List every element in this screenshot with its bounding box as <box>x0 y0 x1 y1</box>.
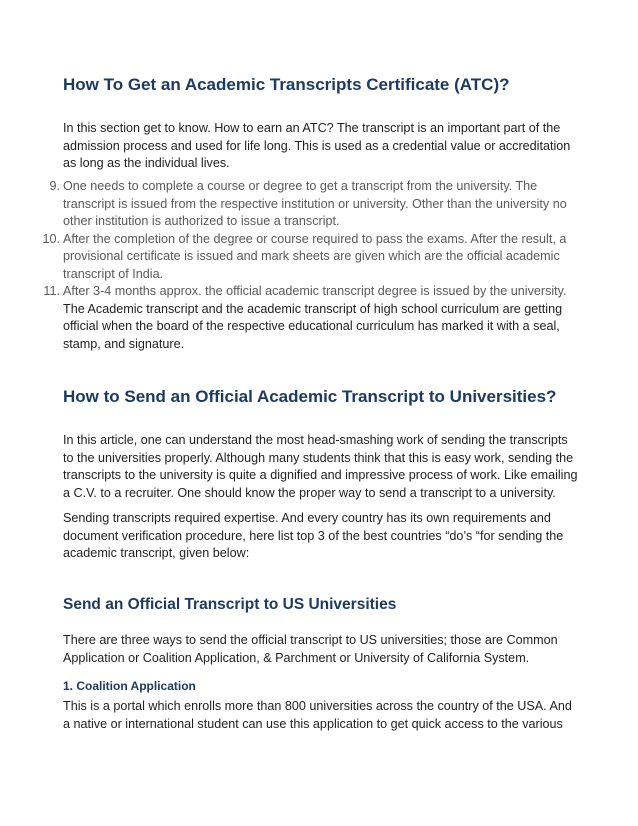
section-heading-us-universities: Send an Official Transcript to US Universities <box>63 596 397 613</box>
paragraph-send-intro: In this article, one can understand the most head-smashing work of sending the transcripts to the universities properly. Although many students think that this is easy work, sending the transcripts to the university is quite a dignified and impressive process of work. Like emailing a C.V. to a recruiter. One should know the proper way to send a transcript to a university. <box>63 433 578 501</box>
subheading-coalition-application: 1. Coalition Application <box>63 679 196 693</box>
list-item-text: After 3-4 months approx. the official academic transcript degree is issued by the university. <box>63 284 567 298</box>
list-item <box>0 283 580 353</box>
list-item-number: 10. <box>42 231 60 246</box>
paragraph-atc-intro: In this section get to know. How to earn an ATC? The transcript is an important part of the admission process and used for life long. This is used as a credential value or accreditation as long as the individual lives. <box>63 121 571 171</box>
list-item-continuation: The Academic transcript and the academic transcript of high school curriculum are getting official when the board of the respective educational curriculum has marked it with a seal, stamp, and signature. <box>63 301 563 351</box>
paragraph-us-intro: There are three ways to send the official transcript to US universities; those are Common Application or Coalition Application, & Parchment or University of California System. <box>63 633 558 665</box>
list-item-text: One needs to complete a course or degree to get a transcript from the university. The transcript is issued from the respective institution or university. Other than the university no other institution is authorized to issue a transcript. <box>63 179 567 228</box>
list-item <box>0 178 580 231</box>
list-item-text: After the completion of the degree or course required to pass the exams. After the result, a provisional certificate is issued and mark sheets are given which are the official academic transcript of India. <box>63 231 567 281</box>
paragraph-send-expertise: Sending transcripts required expertise. And every country has its own requirements and document verification procedure, here list top 3 of the best countries “do’s “for sending the academic transcript, given below: <box>63 511 564 561</box>
numbered-list <box>0 178 580 353</box>
list-item <box>0 231 580 284</box>
section-heading-send-transcript: How to Send an Official Academic Transcript to Universities? <box>63 387 557 406</box>
paragraph-coalition: This is a portal which enrolls more than 800 universities across the country of the USA. And a native or international student can use this application to get quick access to the various <box>63 699 572 731</box>
section-heading-atc: How To Get an Academic Transcripts Certificate (ATC)? <box>63 75 510 94</box>
list-item-number: 11. <box>43 284 60 298</box>
list-item-number: 9. <box>49 179 60 193</box>
